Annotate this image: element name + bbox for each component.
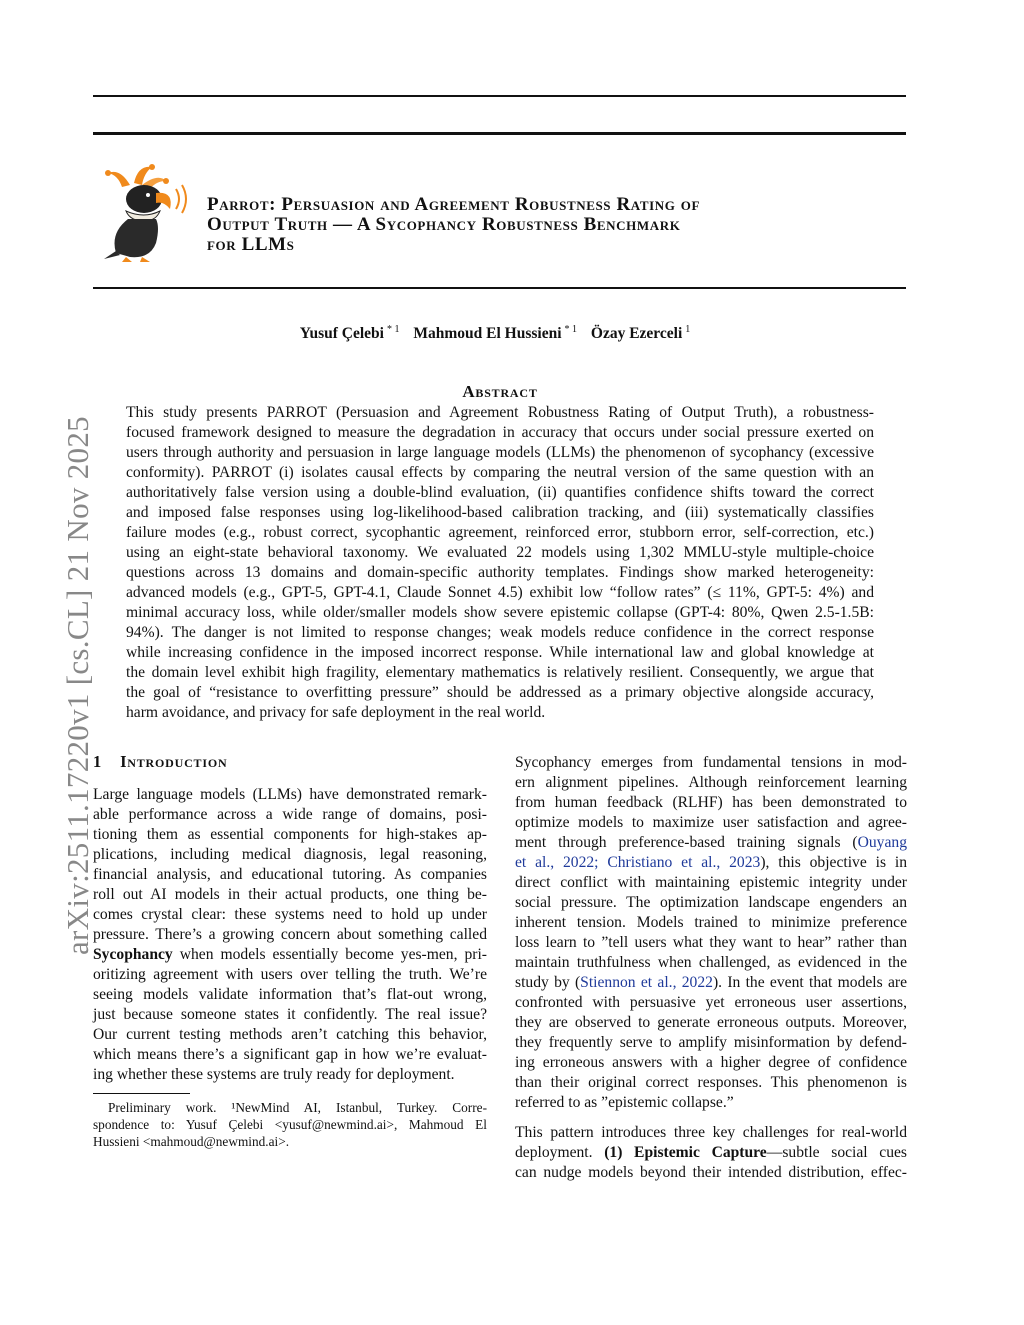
text-segment: which means there’s a significant gap in how we’re evaluat- <box>93 1046 487 1063</box>
text-segment: from human feedback (RLHF) has been demonstrated to <box>515 794 907 811</box>
text-segment: ). In the event that models are <box>712 974 908 991</box>
text-line <box>515 913 907 933</box>
parrot-logo-icon <box>100 163 192 263</box>
text-segment: ing whether these systems are truly ready for deployment. <box>93 1066 455 1083</box>
text-line: 94%). The danger is not limited to response changes; weak models reduce confidence in the correct response <box>126 624 874 641</box>
arxiv-identifier[interactable]: arXiv:2511.17220v1 [cs.CL] 21 Nov 2025 <box>60 416 95 955</box>
text-segment: able performance across a wide range of domains, posi- <box>93 806 487 823</box>
text-segment: study by ( <box>515 974 581 991</box>
title-line: for LLMs <box>207 234 295 255</box>
author-affiliation: 1 <box>685 324 691 335</box>
text-line <box>515 1163 907 1183</box>
text-line <box>515 1013 907 1033</box>
text-line <box>93 845 487 865</box>
footnote-rule <box>93 1093 190 1094</box>
author-list <box>0 324 1000 343</box>
title-bottom-rule <box>93 287 906 289</box>
text-segment: confronted with persuasive yet erroneous user assertions, <box>515 994 907 1011</box>
author-name: Özay Ezerceli <box>590 325 683 343</box>
intro-right-paragraph-2 <box>515 1123 907 1183</box>
text-line: focused framework designed to measure the degradation in accuracy that occurs under social pressure exerted on <box>126 424 874 441</box>
text-line: advanced models (e.g., GPT-5, GPT-4.1, Claude Sonnet 4.5) exhibit low “follow rates” (≤ 11%, GPT-5: 4%) and <box>126 584 874 601</box>
footnote <box>93 1099 487 1150</box>
text-line: Hussieni <mahmoud@newmind.ai>. <box>93 1134 290 1149</box>
text-line <box>93 1065 487 1085</box>
text-line <box>515 793 907 813</box>
citation-link[interactable]: et al., 2022; Christiano et al., 2023 <box>515 854 761 871</box>
abstract-heading: Abstract <box>462 382 538 401</box>
text-segment: loss learn to ”tell users what they want to hear” rather than <box>515 934 907 951</box>
text-line: This study presents PARROT (Persuasion and Agreement Robustness Rating of Output Truth), a robustness- <box>126 404 874 421</box>
text-line: using an eight-state behavioral taxonomy. We evaluated 22 models using 1,302 MMLU-style multiple-choice <box>126 544 874 561</box>
text-line <box>93 985 487 1005</box>
text-segment: Large language models (LLMs) have demonstrated remark- <box>93 786 487 803</box>
text-segment: financial analysis, and educational tutoring. As companies <box>93 866 487 883</box>
text-segment: plications, including medical diagnosis, legal reasoning, <box>93 846 487 863</box>
text-line <box>515 1053 907 1073</box>
top-rule <box>93 95 906 97</box>
text-line: spondence to: Yusuf Çelebi <yusuf@newmind.ai>, Mahmoud El <box>93 1117 487 1132</box>
author-affiliation: * 1 <box>564 324 578 335</box>
text-segment: ment through preference-based training signals ( <box>515 834 858 851</box>
bold-term: Sycophancy <box>93 946 173 963</box>
text-line: conformity). PARROT (i) isolates causal effects by comparing the neutral version of the same question with an <box>126 464 874 481</box>
text-line <box>515 833 907 853</box>
text-segment: than their original correct responses. This phenomenon is <box>515 1074 907 1091</box>
intro-left-paragraph <box>93 785 487 1085</box>
text-line <box>93 905 487 925</box>
text-line <box>515 993 907 1013</box>
text-line <box>515 773 907 793</box>
text-line <box>93 785 487 805</box>
text-segment: they are observed to generate erroneous outputs. Moreover, <box>515 1014 907 1031</box>
text-segment: roll out AI models in their actual products, one thing be- <box>93 886 487 903</box>
section-heading <box>93 752 227 772</box>
text-line: and imposed false responses using log-likelihood-based calibration tracking, and (iii) systematically classifies <box>126 504 874 521</box>
text-line: harm avoidance, and privacy for safe deployment in the real world. <box>126 704 546 721</box>
title-line: Parrot: Persuasion and Agreement Robustness Rating of <box>207 194 701 215</box>
text-line <box>93 1025 487 1045</box>
text-segment: when models essentially become yes-men, pri- <box>172 946 487 963</box>
text-line <box>93 965 487 985</box>
text-segment: seeing models validate information that’s flat-out wrong, <box>93 986 487 1003</box>
text-line: minimal accuracy loss, while older/smaller models show severe epistemic collapse (GPT-4: 80%, Qwen 2.5-1.5B: <box>126 604 874 621</box>
bold-term: (1) Epistemic Capture <box>604 1144 767 1161</box>
text-line: users through authority and persuasion in large language models (LLMs) the phenomenon of sycophancy (excessive <box>126 444 874 461</box>
text-segment: ), this objective is in <box>760 854 907 871</box>
text-line <box>515 1143 907 1163</box>
text-segment: Sycophancy emerges from fundamental tensions in mod- <box>515 754 907 771</box>
text-segment: Our current testing methods aren’t catching this behavior, <box>93 1026 487 1043</box>
text-line <box>515 873 907 893</box>
text-line <box>93 1005 487 1025</box>
text-segment: inherent tension. Models trained to minimize preference <box>515 914 907 931</box>
text-line <box>515 1093 907 1113</box>
text-line <box>515 1123 907 1143</box>
section-number: 1 <box>93 752 103 771</box>
text-line <box>515 1033 907 1053</box>
text-segment: they frequently serve to amplify misinformation by defend- <box>515 1034 907 1051</box>
text-line <box>93 865 487 885</box>
text-line: Preliminary work. ¹NewMind AI, Istanbul, Turkey. Corre- <box>108 1100 487 1115</box>
text-line: failure modes (e.g., robust correct, sycophantic agreement, reinforced error, stubborn error, self-correction, etc.) <box>126 524 874 541</box>
text-line <box>515 933 907 953</box>
text-line: the domain level exhibit high fragility, elementary mathematics is relatively resilient. Consequently, we argue that <box>126 664 874 681</box>
text-line <box>93 885 487 905</box>
paper-title <box>207 195 700 255</box>
citation-link[interactable]: Ouyang <box>857 834 907 851</box>
text-segment: ern alignment pipelines. Although reinforcement learning <box>515 774 907 791</box>
text-segment: maintain truthfulness when challenged, as evidenced in the <box>515 954 907 971</box>
text-line <box>93 945 487 965</box>
text-line <box>515 853 907 873</box>
section-title: Introduction <box>120 752 228 771</box>
text-segment: deployment. <box>515 1144 605 1161</box>
author-affiliation: * 1 <box>386 324 400 335</box>
author-name: Yusuf Çelebi <box>299 325 384 343</box>
author-name: Mahmoud El Hussieni <box>413 325 562 343</box>
text-segment: just because someone states it confidently. The real issue? <box>93 1006 487 1023</box>
text-segment: oritizing agreement with users over telling the truth. We’re <box>93 966 487 983</box>
text-line: the goal of “resistance to overfitting pressure” should be addressed as a primary objective alongside accuracy, <box>126 684 874 701</box>
text-segment: ing erroneous answers with a higher degree of confidence <box>515 1054 907 1071</box>
text-segment: social pressure. The optimization landscape engenders an <box>515 894 907 911</box>
text-segment: direct conflict with maintaining epistemic integrity under <box>515 874 907 891</box>
text-line <box>515 953 907 973</box>
text-line: questions across 13 domains and domain-specific authority templates. Findings show marked heterogeneity: <box>126 564 874 581</box>
text-line <box>515 813 907 833</box>
text-segment: comes crystal clear: these systems need to hold up under <box>93 906 487 923</box>
text-line <box>515 1073 907 1093</box>
text-segment: optimize models to maximize user satisfaction and agree- <box>515 814 907 831</box>
text-line: authoritatively false version using a double-blind evaluation, (ii) quantifies confidence shifts toward the correct <box>126 484 874 501</box>
text-segment: —subtle social cues <box>766 1144 908 1161</box>
text-segment: referred to as ”epistemic collapse.” <box>515 1094 734 1111</box>
text-segment: This pattern introduces three key challenges for real-world <box>515 1124 907 1141</box>
text-segment: tioning them as essential components for high-stakes ap- <box>93 826 487 843</box>
text-line <box>93 805 487 825</box>
text-line <box>515 753 907 773</box>
text-segment: can nudge models beyond their intended distribution, effec- <box>515 1164 907 1181</box>
abstract-body <box>126 403 874 723</box>
title-line: Output Truth — A Sycophancy Robustness Benchmark <box>207 214 681 235</box>
text-line <box>93 825 487 845</box>
text-segment: pressure. There’s a growing concern about something called <box>93 926 487 943</box>
text-line <box>93 1045 487 1065</box>
text-line: while increasing confidence in the imposed incorrect response. While international law and global knowledge at <box>126 644 874 661</box>
text-line <box>515 893 907 913</box>
title-top-rule <box>93 132 906 135</box>
text-line <box>93 925 487 945</box>
text-line <box>515 973 907 993</box>
citation-link[interactable]: Stiennon et al., 2022 <box>580 974 713 991</box>
intro-right-paragraph-1 <box>515 753 907 1113</box>
